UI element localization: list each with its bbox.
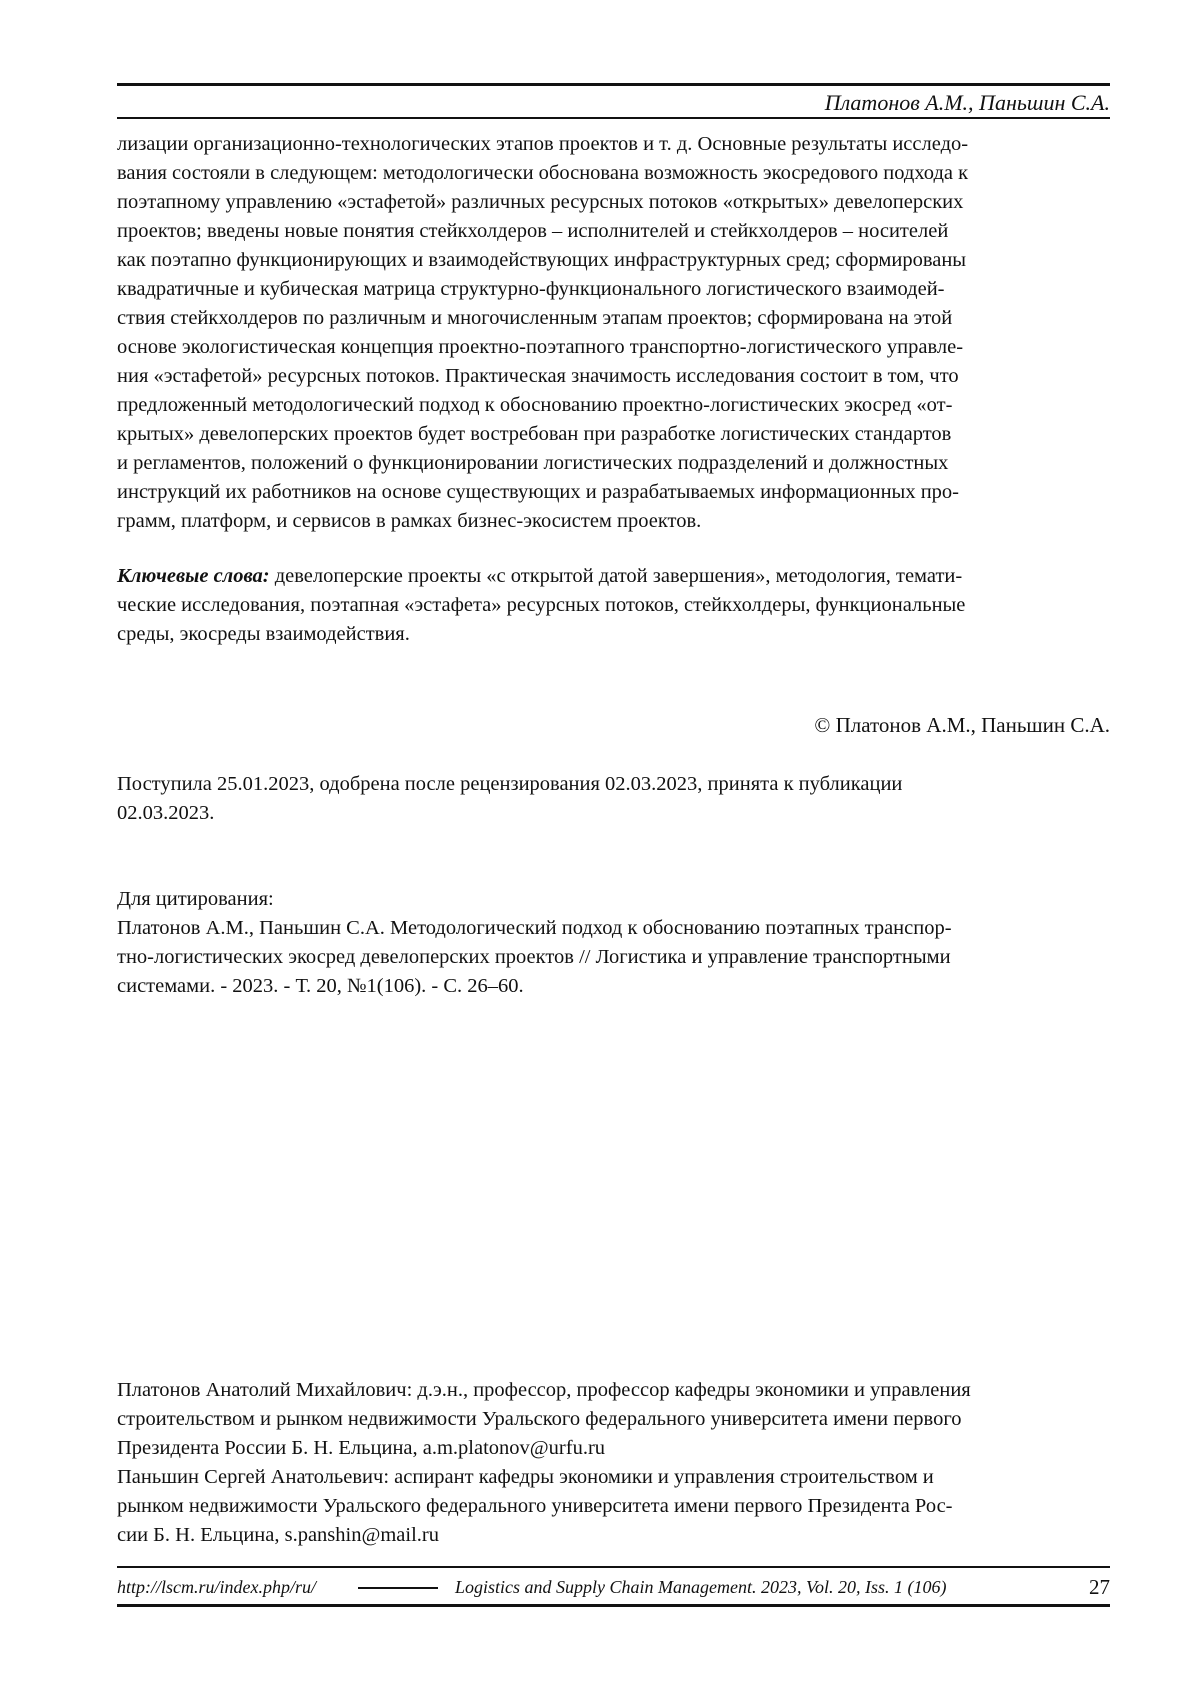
copyright: © Платонов А.М., Паньшин С.А. <box>814 711 1110 740</box>
author-info-line: рынком недвижимости Уральского федерального университета имени первого Президента Рос- <box>117 1492 1110 1521</box>
citation-line: Платонов А.М., Паньшин С.А. Методологический подход к обоснованию поэтапных транспор- <box>117 914 1110 943</box>
page <box>117 0 1110 1697</box>
abstract-line: основе экологистическая концепция проектно-поэтапного транспортно-логистического управле- <box>117 333 1110 362</box>
keywords-line: ческие исследования, поэтапная «эстафета» ресурсных потоков, стейкхолдеры, функциональные <box>117 591 1110 620</box>
received-line: Поступила 25.01.2023, одобрена после рецензирования 02.03.2023, принята к публикации <box>117 770 1110 799</box>
keywords-text: девелоперские проекты «с открытой датой завершения», методология, темати- <box>270 565 963 587</box>
footer-rule-top <box>117 1566 1110 1568</box>
abstract-line: квадратичные и кубическая матрица структурно-функционального логистического взаимодей- <box>117 275 1110 304</box>
author-info-line: Президента России Б. Н. Ельцина, a.m.platonov@urfu.ru <box>117 1434 1110 1463</box>
citation-block <box>117 885 1110 1001</box>
abstract-line: вания состояли в следующем: методологически обоснована возможность экосредового подхода к <box>117 159 1110 188</box>
abstract-line: ствия стейкхолдеров по различным и многочисленным этапам проектов; сформирована на этой <box>117 304 1110 333</box>
footer-journal-title: Logistics and Supply Chain Management. 2023, Vol. 20, Iss. 1 (106) <box>455 1572 946 1602</box>
footer-separator <box>358 1587 438 1589</box>
abstract-line: как поэтапно функционирующих и взаимодействующих инфраструктурных сред; сформированы <box>117 246 1110 275</box>
abstract-line: ния «эстафетой» ресурсных потоков. Практическая значимость исследования состоит в том, что <box>117 362 1110 391</box>
abstract-text <box>117 130 1110 536</box>
abstract-line: и регламентов, положений о функционировании логистических подразделений и должностных <box>117 449 1110 478</box>
abstract-line: предложенный методологический подход к обоснованию проектно-логистических экосред «от- <box>117 391 1110 420</box>
footer-url-link[interactable]: http://lscm.ru/index.php/ru/ <box>117 1572 316 1602</box>
keywords-block <box>117 562 1110 649</box>
page-number: 27 <box>1089 1572 1110 1602</box>
keywords-line <box>117 562 1110 591</box>
keywords-line: среды, экосреды взаимодействия. <box>117 620 1110 649</box>
footer <box>117 1572 1110 1602</box>
citation-line: тно-логистических экосред девелоперских проектов // Логистика и управление транспортными <box>117 943 1110 972</box>
keywords-label: Ключевые слова: <box>117 565 270 587</box>
header-authors: Платонов А.М., Паньшин С.А. <box>825 89 1110 117</box>
received-dates <box>117 770 1110 828</box>
footer-rule-bottom <box>117 1604 1110 1607</box>
abstract-line: грамм, платформ, и сервисов в рамках бизнес-экосистем проектов. <box>117 507 1110 536</box>
citation-line: системами. - 2023. - Т. 20, №1(106). - С. 26–60. <box>117 972 1110 1001</box>
author-info-line: Платонов Анатолий Михайлович: д.э.н., профессор, профессор кафедры экономики и управления <box>117 1376 1110 1405</box>
abstract-line: инструкций их работников на основе существующих и разрабатываемых информационных про- <box>117 478 1110 507</box>
author-info-line: сии Б. Н. Ельцина, s.panshin@mail.ru <box>117 1521 1110 1550</box>
author-info-line: Паньшин Сергей Анатольевич: аспирант кафедры экономики и управления строительством и <box>117 1463 1110 1492</box>
author-info-line: строительством и рынком недвижимости Уральского федерального университета имени первого <box>117 1405 1110 1434</box>
abstract-line: крытых» девелоперских проектов будет востребован при разработке логистических стандартов <box>117 420 1110 449</box>
header-rule-bottom <box>117 117 1110 119</box>
abstract-line: поэтапному управлению «эстафетой» различных ресурсных потоков «открытых» девелоперских <box>117 188 1110 217</box>
abstract-line: проектов; введены новые понятия стейкхолдеров – исполнителей и стейкхолдеров – носителей <box>117 217 1110 246</box>
authors-info <box>117 1376 1110 1550</box>
citation-label: Для цитирования: <box>117 885 1110 914</box>
received-line: 02.03.2023. <box>117 799 1110 828</box>
abstract-line: лизации организационно-технологических этапов проектов и т. д. Основные результаты исследо- <box>117 130 1110 159</box>
header-rule-top <box>117 83 1110 86</box>
